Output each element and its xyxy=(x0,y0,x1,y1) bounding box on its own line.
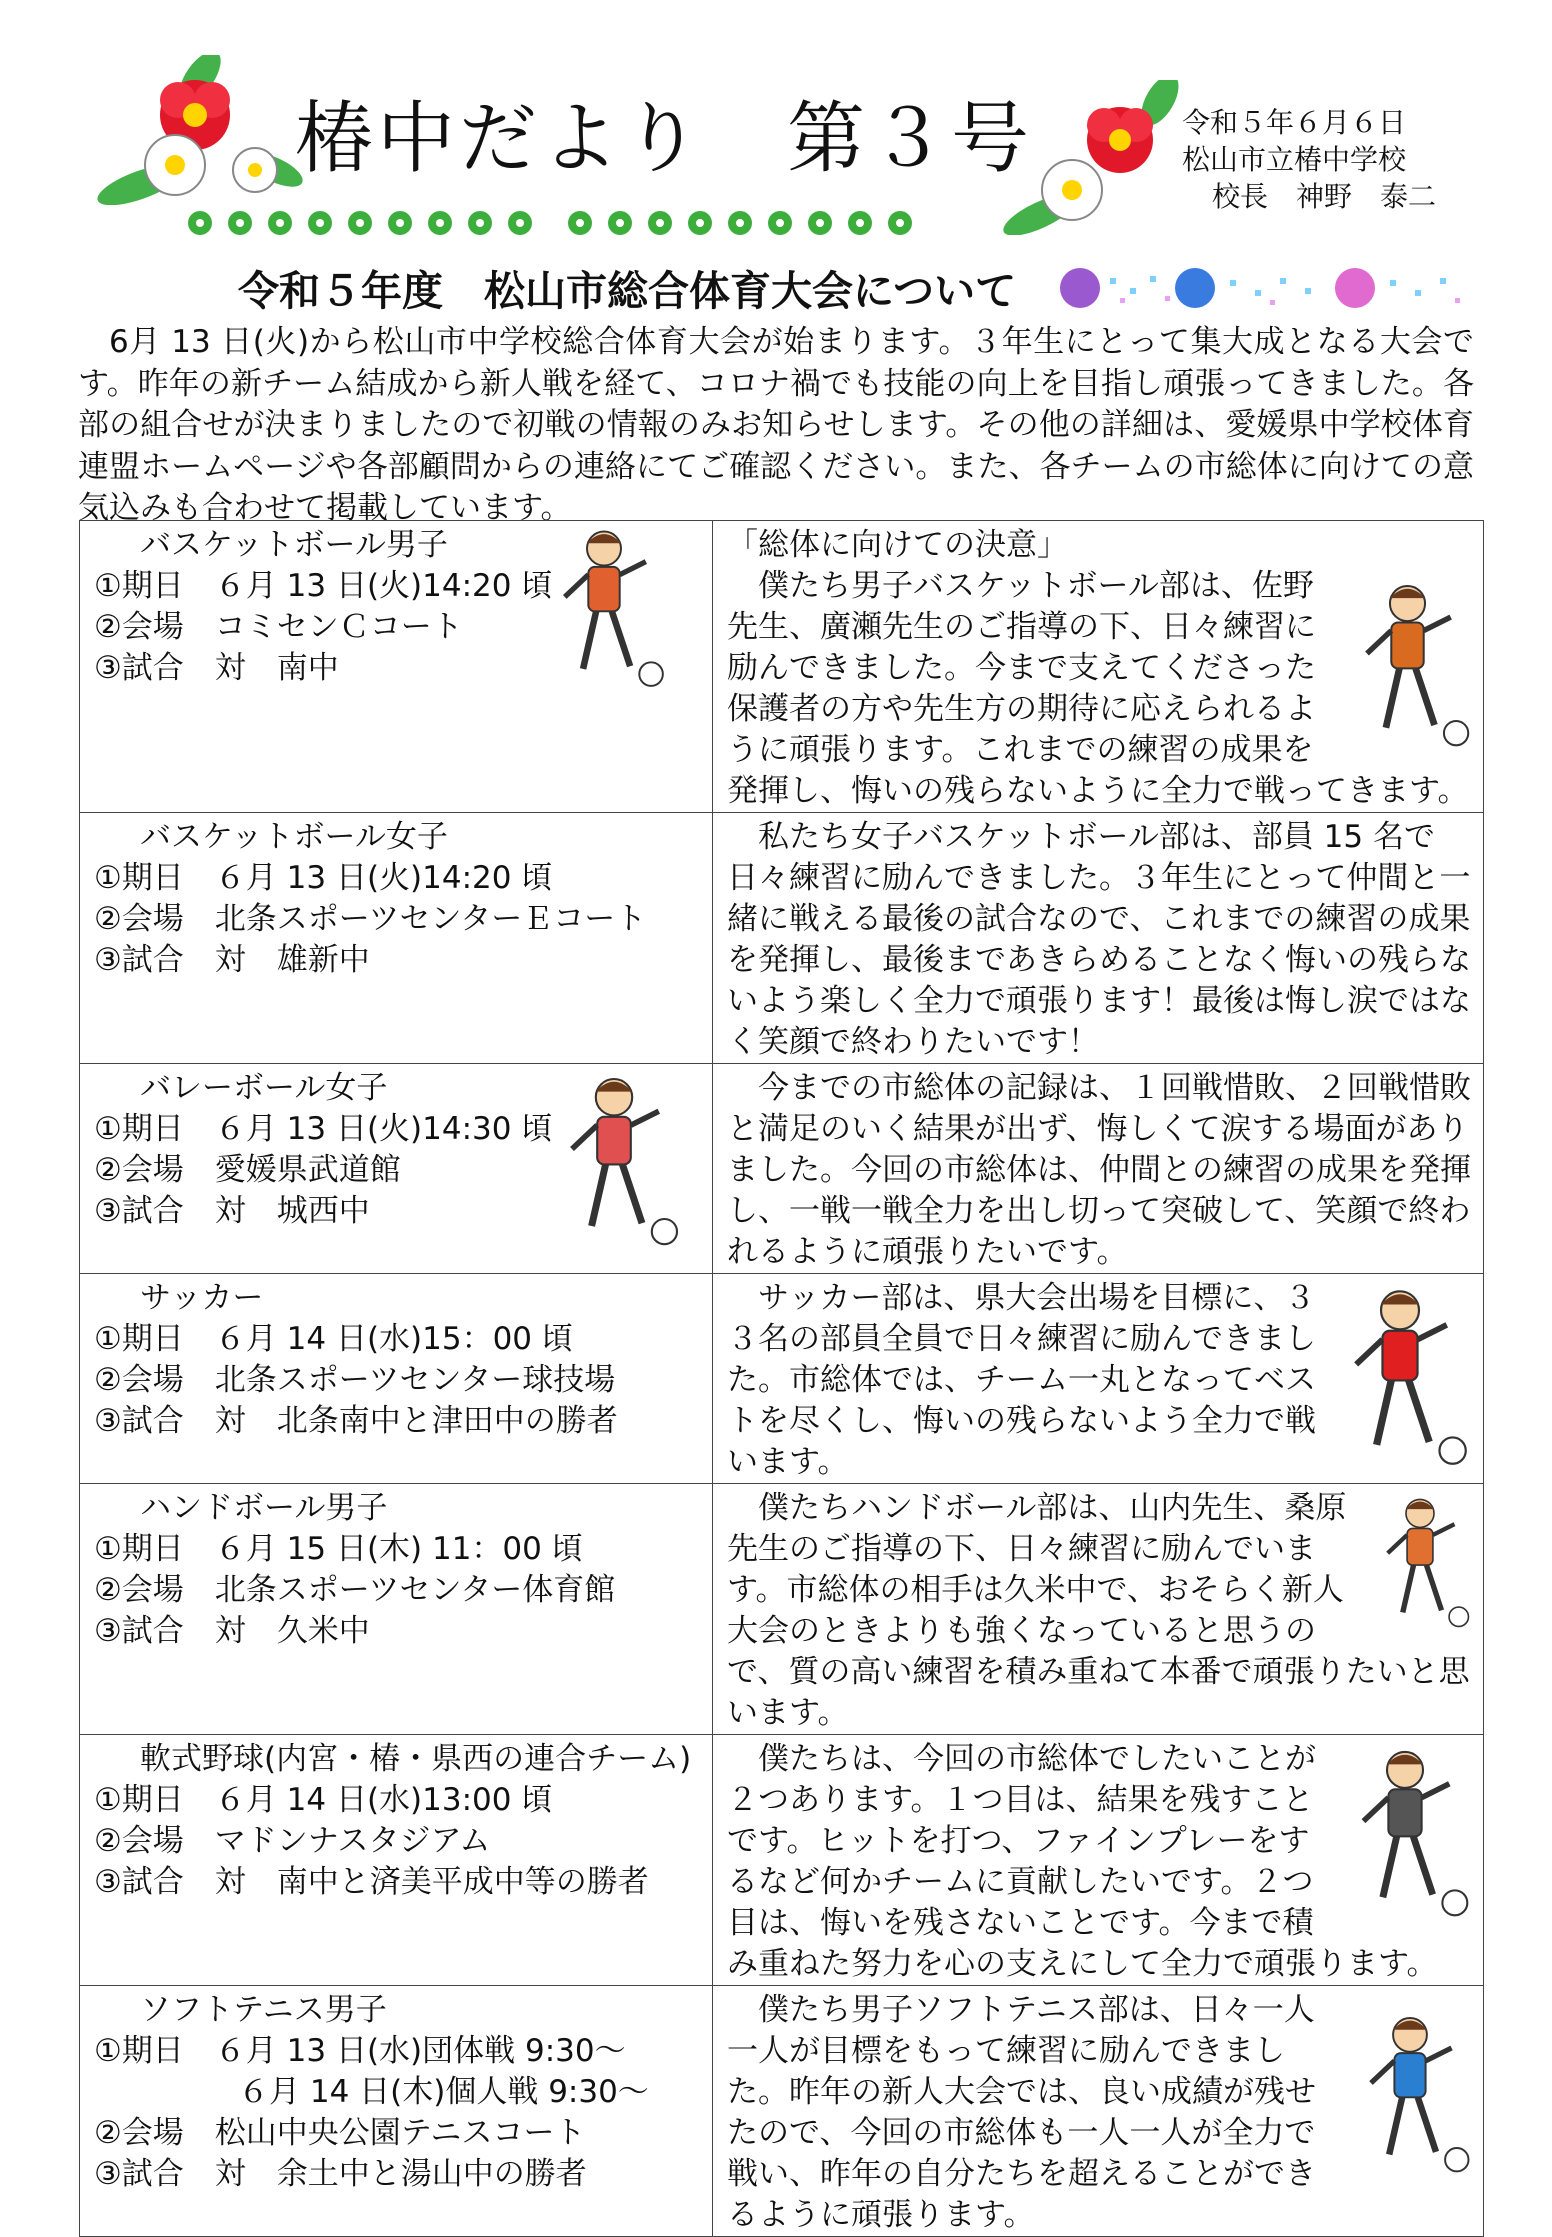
event-date: ①期日 ６月 13 日(火)14:30 頃 xyxy=(94,1111,553,1147)
event-comment-cell xyxy=(713,521,1484,813)
event-comment-cell xyxy=(713,1064,1484,1274)
event-comment: 私たち女子バスケットボール部は、部員 15 名で日々練習に励んできました。３年生にとって仲間と一緒に戦える最後の試合なので、これまでの練習の成果を発揮し、最後まであきらめることなく悔いの残らないよう楽しく全力で頑張ります！最後は悔し涙ではなく笑顔で終わりたいです！ xyxy=(727,819,1471,1060)
event-info-cell xyxy=(80,1274,713,1484)
event-row xyxy=(80,813,1484,1064)
event-comment: 僕たちは、今回の市総体でしたいことが２つあります。１つ目は、結果を残すことです。ヒットを打つ、ファインプレーをするなど何かチームに貢献したいです。２つ目は、悔いを残さないことです。今まで積み重ねた努力を心の支えにして全力で頑張ります。 xyxy=(727,1741,1438,1982)
issue-info xyxy=(1182,104,1436,215)
event-sport-name: ハンドボール男子 xyxy=(140,1490,388,1526)
soccer-players-illustration xyxy=(1325,1284,1475,1474)
event-date: ①期日 ６月 13 日(火)14:20 頃 xyxy=(94,568,553,604)
event-info-cell xyxy=(80,813,713,1064)
event-row xyxy=(80,1484,1484,1735)
event-match: ③試合 対 久米中 xyxy=(94,1613,370,1649)
handball-player-illustration xyxy=(1365,1494,1475,1634)
event-venue: ②会場 松山中央公園テニスコート xyxy=(94,2115,586,2151)
event-comment: 僕たちハンドボール部は、山内先生、桑原先生のご指導の下、日々練習に励んでいます。市総体の相手は久米中で、おそらく新人大会のときよりも強くなっていると思うので、質の高い練習を積み重ねて本番で頑張りたいと思います。 xyxy=(727,1490,1470,1731)
clover-border-decoration xyxy=(185,203,915,243)
event-row xyxy=(80,1986,1484,2237)
event-comment-cell xyxy=(713,813,1484,1064)
event-comment: サッカー部は、県大会出場を目標に、３３名の部員全員で日々練習に励んできました。市総体では、チーム一丸となってベストを尽くし、悔いの残らないよう全力で戦います。 xyxy=(727,1280,1316,1480)
event-venue: ②会場 コミセンＣコート xyxy=(94,609,463,645)
event-sport-name: バスケットボール女子 xyxy=(140,819,448,855)
event-info-cell xyxy=(80,1484,713,1735)
event-comment: 僕たち男子ソフトテニス部は、日々一人一人が目標をもって練習に励んできました。昨年の新人大会では、良い成績が残せたので、今回の市総体も一人一人が全力で戦い、昨年の自分たちを超えることができるように頑張ります。 xyxy=(727,1992,1316,2233)
event-date: ①期日 ６月 15 日(木) 11：00 頃 xyxy=(94,1531,583,1567)
event-date: ①期日 ６月 13 日(水)団体戦 9:30～ xyxy=(94,2033,626,2069)
event-row xyxy=(80,1735,1484,1986)
events-table xyxy=(79,520,1484,2237)
event-info-cell xyxy=(80,1064,713,1274)
event-match: ③試合 対 雄新中 xyxy=(94,942,370,978)
article-intro: 6月 13 日(火)から松山市中学校総合体育大会が始まります。３年生にとって集大成となる大会です。昨年の新チーム結成から新人戦を経て、コロナ禍でも技能の向上を目指し頑張ってきました。各部の組合せが決まりましたので初戦の情報のみお知らせします。その他の詳細は、愛媛県中学校体育連盟ホームページや各部顧問からの連絡にてご確認ください。また、各チームの市総体に向けての意気込みも合わせて掲載しています。 xyxy=(78,324,1474,526)
event-date-secondary: ６月 14 日(木)個人戦 9:30～ xyxy=(238,2074,649,2110)
event-match: ③試合 対 余土中と湯山中の勝者 xyxy=(94,2156,587,2192)
event-sport-name: ソフトテニス男子 xyxy=(140,1992,387,2028)
school-name: 松山市立椿中学校 xyxy=(1182,143,1407,176)
principal-name: 校長 神野 泰二 xyxy=(1212,180,1437,213)
event-comment-cell xyxy=(713,1735,1484,1986)
event-info-cell xyxy=(80,1735,713,1986)
events-body xyxy=(80,521,1484,2237)
event-date: ①期日 ６月 14 日(水)13:00 頃 xyxy=(94,1782,553,1818)
event-match: ③試合 対 南中 xyxy=(94,650,339,686)
event-row xyxy=(80,1064,1484,1274)
basketball-players-illustration xyxy=(1340,572,1475,762)
event-sport-name: サッカー xyxy=(140,1280,264,1316)
tennis-player-illustration xyxy=(1345,1996,1475,2196)
event-comment: 今までの市総体の記録は、１回戦惜敗、２回戦惜敗と満足のいく結果が出ず、悔しくて涙する場面がありました。今回の市総体は、仲間との練習の成果を発揮し、一戦一戦全力を出し切って突破して、笑顔で終われるように頑張りたいです。 xyxy=(727,1070,1471,1270)
volleyball-players-illustration xyxy=(544,1068,684,1258)
event-row xyxy=(80,521,1484,813)
hydrangea-decoration xyxy=(1055,258,1475,313)
event-info-cell xyxy=(80,1986,713,2237)
event-match: ③試合 対 城西中 xyxy=(94,1193,370,1229)
article-heading: 令和５年度 松山市総合体育大会について xyxy=(238,267,1017,315)
event-row xyxy=(80,1274,1484,1484)
event-comment-cell xyxy=(713,1484,1484,1735)
camellia-decoration-left xyxy=(80,55,310,205)
event-venue: ②会場 北条スポーツセンターＥコート xyxy=(94,901,647,937)
event-comment-cell xyxy=(713,1274,1484,1484)
issue-date: 令和５年６月６日 xyxy=(1182,106,1407,139)
event-comment-cell xyxy=(713,1986,1484,2237)
event-venue: ②会場 マドンナスタジアム xyxy=(94,1823,491,1859)
event-info-cell xyxy=(80,521,713,813)
event-venue: ②会場 北条スポーツセンター球技場 xyxy=(94,1362,616,1398)
baseball-batter-illustration xyxy=(1335,1745,1475,1925)
event-sport-name: バスケットボール男子 xyxy=(140,527,448,563)
event-sport-name: バレーボール女子 xyxy=(140,1070,388,1106)
event-sport-name: 軟式野球(内宮・椿・県西の連合チーム) xyxy=(140,1741,692,1777)
event-venue: ②会場 北条スポーツセンター体育館 xyxy=(94,1572,616,1608)
event-match: ③試合 対 南中と済美平成中等の勝者 xyxy=(94,1864,649,1900)
comment-heading: 「総体に向けての決意」 xyxy=(727,527,1068,563)
event-match: ③試合 対 北条南中と津田中の勝者 xyxy=(94,1403,618,1439)
event-date: ①期日 ６月 13 日(火)14:20 頃 xyxy=(94,860,553,896)
newsletter-title: 椿中だより 第３号 xyxy=(295,94,1034,184)
basketball-girls-illustration xyxy=(524,525,684,695)
event-venue: ②会場 愛媛県武道館 xyxy=(94,1152,401,1188)
event-comment: 僕たち男子バスケットボール部は、佐野先生、廣瀬先生のご指導の下、日々練習に励んできました。今まで支えてくださった保護者の方や先生方の期待に応えられるように頑張ります。これまでの練習の成果を発揮し、悔いの残らないように全力で戦ってきます。 xyxy=(727,568,1469,809)
event-date: ①期日 ６月 14 日(水)15：00 頃 xyxy=(94,1321,573,1357)
